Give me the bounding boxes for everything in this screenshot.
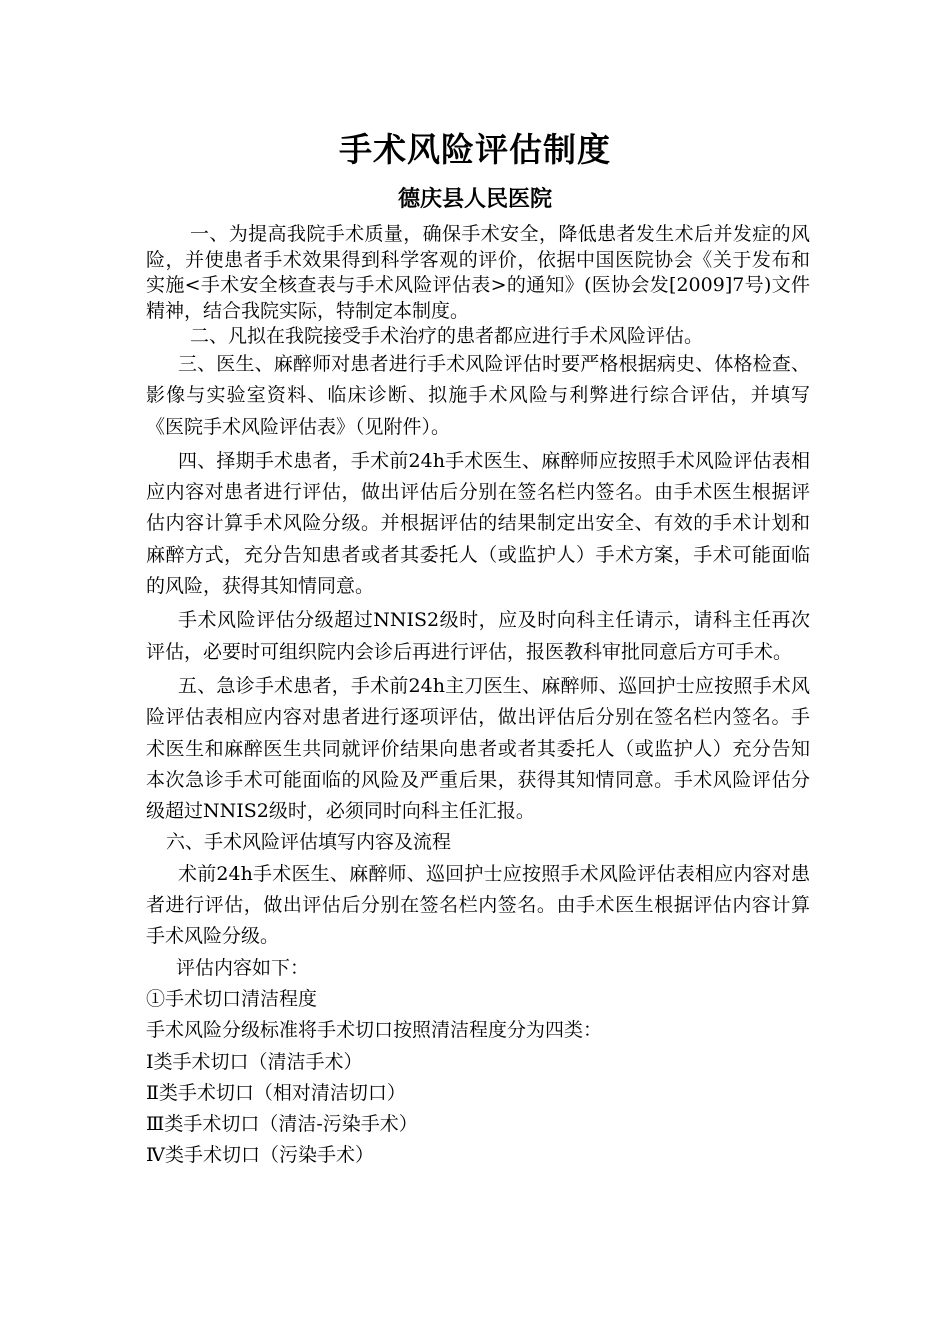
list-item: ①手术切口清洁程度 (146, 987, 318, 1010)
document-body (146, 222, 810, 1172)
paragraph-2: 二、凡拟在我院接受手术治疗的患者都应进行手术风险评估。 (190, 325, 704, 347)
paragraph-8: 术前24h手术医生、麻醉师、巡回护士应按照手术风险评估表相应内容对患者进行评估，做出评估后分别在签名栏内签名。由手术医生根据评估内容计算手术风险分级。 (146, 862, 810, 948)
list-item: Ⅲ类手术切口（清洁-污染手术） (146, 1113, 418, 1136)
paragraph-1: 一、为提高我院手术质量，确保手术安全，降低患者发生术后并发症的风险，并使患者手术效果得到科学客观的评价，依据中国医院协会《关于发布和实施<手术安全核查表与手术风险评估表>的通知》(医协会发[2009]7号)文件精神，结合我院实际，特制定本制度。 (146, 223, 810, 322)
list-item: 手术风险分级标准将手术切口按照清洁程度分为四类： (146, 1019, 603, 1042)
list-item: Ⅰ类手术切口（清洁手术） (146, 1050, 363, 1073)
list-item: Ⅱ类手术切口（相对清洁切口） (146, 1081, 406, 1104)
list-item: Ⅳ类手术切口（污染手术） (146, 1144, 374, 1167)
paragraph-4: 四、择期手术患者，手术前24h手术医生、麻醉师应按照手术风险评估表相应内容对患者进行评估，做出评估后分别在签名栏内签名。由手术医生根据评估内容计算手术风险分级。并根据评估的结果制定出安全、有效的手术计划和麻醉方式，充分告知患者或者其委托人（或监护人）手术方案，手术可能面临的风险，获得其知情同意。 (146, 449, 810, 598)
paragraph-3: 三、医生、麻醉师对患者进行手术风险评估时要严格根据病史、体格检查、影像与实验室资料、临床诊断、拟施手术风险与利弊进行综合评估，并填写《医院手术风险评估表》（见附件）。 (146, 353, 810, 438)
document-subtitle: 德庆县人民医院 (397, 187, 552, 212)
paragraph-5: 手术风险评估分级超过NNIS2级时，应及时向科主任请示，请科主任再次评估，必要时可组织院内会诊后再进行评估，报医教科审批同意后方可手术。 (146, 609, 810, 663)
document-title: 手术风险评估制度 (339, 130, 611, 169)
paragraph-9: 评估内容如下： (176, 956, 310, 979)
paragraph-6: 五、急诊手术患者，手术前24h主刀医生、麻醉师、巡回护士应按照手术风险评估表相应内容对患者进行逐项评估，做出评估后分别在签名栏内签名。手术医生和麻醉医生共同就评价结果向患者或者其委托人（或监护人）充分告知本次急诊手术可能面临的风险及严重后果，获得其知情同意。手术风险评估分级超过NNIS2级时，必须同时向科主任汇报。 (146, 674, 810, 823)
paragraph-7: 六、手术风险评估填写内容及流程 (166, 831, 452, 854)
